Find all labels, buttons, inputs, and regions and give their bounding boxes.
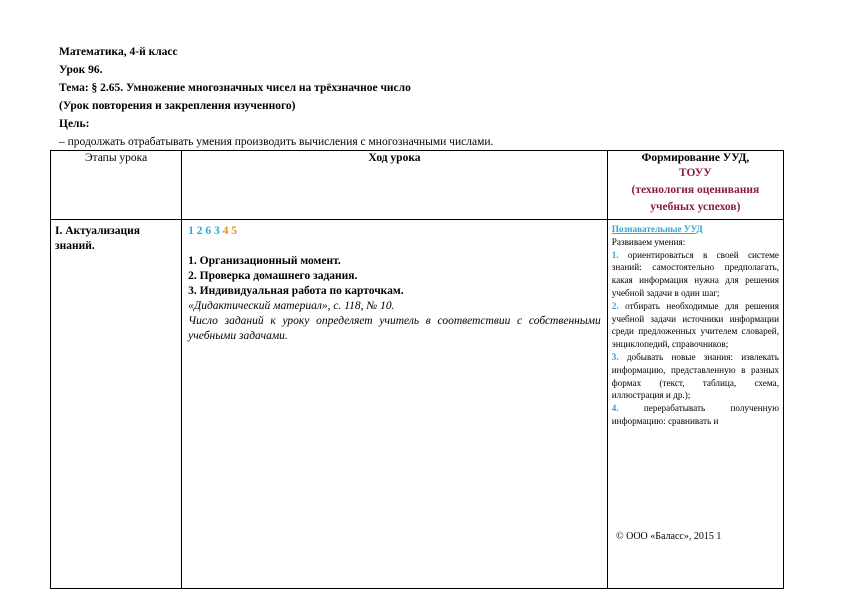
stage-subtitle: знаний. xyxy=(55,240,95,252)
toyu-sub1: (технология оценивания xyxy=(631,184,760,196)
step-org: 1. Организационный момент. xyxy=(188,255,341,267)
goal-text: – продолжать отрабатывать умения производить вычисления с многозначными числами. xyxy=(59,136,494,148)
col-header-stages xyxy=(51,151,182,220)
course-cell xyxy=(182,220,608,589)
stage-title: I. Актуализация xyxy=(55,225,141,237)
lesson-type: (Урок повторения и закрепления изученного) xyxy=(59,100,296,112)
list-item-text: перерабатывать полученную информацию: сравнивать и xyxy=(611,403,779,426)
stage-cell xyxy=(51,220,182,589)
slide-number[interactable]: 2 xyxy=(196,225,203,237)
list-item-text: ориентироваться в своей системе знаний: самостоятельно предполагать, какая информация нужна для решения учебной задачи в один шаг; xyxy=(611,249,779,298)
lesson-table xyxy=(50,150,784,589)
slide-numbers xyxy=(188,224,601,239)
slide-number[interactable]: 5 xyxy=(231,225,238,237)
step-cards: 3. Индивидуальная работа по карточкам. xyxy=(188,285,404,297)
list-item-text: отбирать необходимые для решения учебной задачи источники информации среди предложенных учителем словарей, энциклопедий, справочников; xyxy=(611,300,779,350)
list-item xyxy=(612,351,779,402)
list-item xyxy=(612,402,779,428)
list-item-number: 3. xyxy=(611,351,619,362)
table-header-row xyxy=(51,151,784,220)
col-header-course xyxy=(182,151,608,220)
list-item-text: добывать новые знания: извлекать информацию, представленную в разных формах (текст, таблица, схема, иллюстрация и др.); xyxy=(611,351,779,401)
list-item xyxy=(612,249,779,300)
uud-title: Познавательные УУД xyxy=(611,224,703,234)
col3-header-text: Формирование УУД, xyxy=(641,152,750,164)
lesson-number: Урок 96. xyxy=(59,64,103,76)
subject-line: Математика, 4-й класс xyxy=(59,46,178,58)
list-item-number: 4. xyxy=(611,403,619,414)
col1-header-text: Этапы урока xyxy=(84,152,148,164)
toyu-label: ТОУУ xyxy=(679,167,712,179)
material-reference: «Дидактический материал», с. 118, № 10. xyxy=(188,300,395,312)
teacher-note: Число заданий к уроку определяет учитель в соответствии с собственными учебными задачами. xyxy=(188,315,601,342)
toyu-sub2: учебных успехов) xyxy=(650,201,741,213)
page-footer: © ООО «Баласс», 2015 1 xyxy=(616,531,722,542)
slide-number[interactable]: 1 xyxy=(188,225,194,237)
list-item-number: 1. xyxy=(611,249,619,260)
slide-number[interactable]: 4 xyxy=(222,225,229,237)
list-item xyxy=(612,300,779,351)
step-homework: 2. Проверка домашнего задания. xyxy=(188,270,358,282)
list-item-number: 2. xyxy=(611,300,619,311)
col-header-uud xyxy=(607,151,783,220)
slide-number[interactable]: 3 xyxy=(214,225,220,237)
goal-label: Цель: xyxy=(59,118,90,130)
slide-number[interactable]: 6 xyxy=(205,225,212,237)
col2-header-text: Ход урока xyxy=(368,152,421,164)
lesson-topic: Тема: § 2.65. Умножение многозначных чисел на трёхзначное число xyxy=(59,82,411,94)
uud-intro: Развиваем умения: xyxy=(611,236,686,247)
